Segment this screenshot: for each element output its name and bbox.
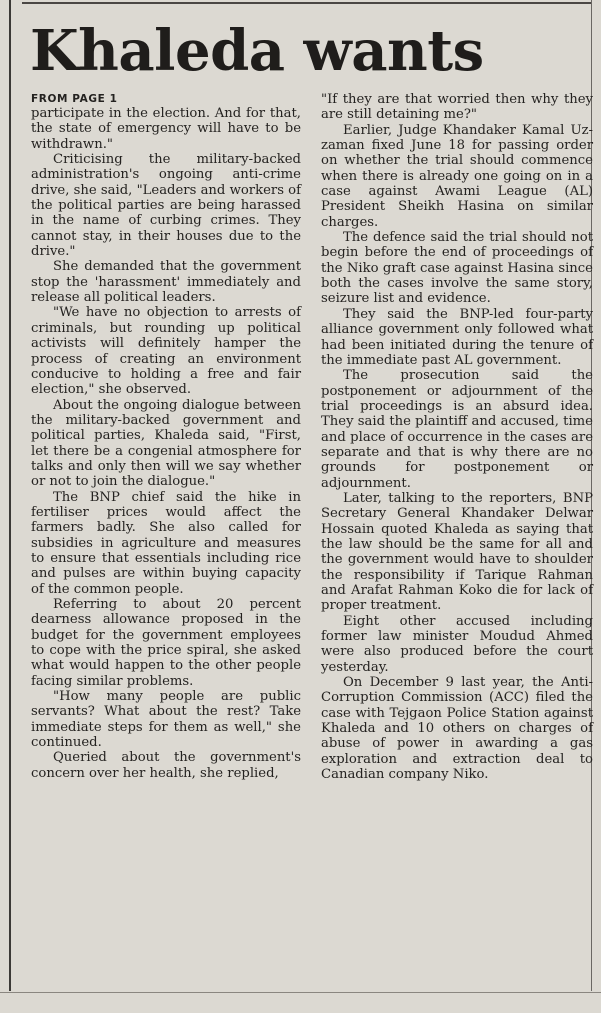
left-rule [9,0,11,991]
paragraph: Eight other accused including former law minister Moudud Ahmed were also produced before the court yesterday. [321,613,593,675]
paragraph: She demanded that the government stop the 'harassment' immediately and release all political leaders. [31,259,301,306]
paragraph: Referring to about 20 percent dearness allowance proposed in the budget for the government employees to cope with the price spiral, she asked what would happen to the other people facing similar problems. [31,597,301,689]
paragraph: Later, talking to the reporters, BNP Secretary General Khandaker Delwar Hossain quoted Khaleda as saying that the law should be the same for all and the government would have to shoulder the responsibility if Tarique Rahman and Arafat Rahman Koko die for lack of proper treatment. [321,490,593,614]
paragraph: The defence said the trial should not begin before the end of proceedings of the Niko graft case against Hasina since both the cases involve the same story, seizure list and evidence. [321,230,593,307]
paragraph: Earlier, Judge Khandaker Kamal Uz-zaman fixed June 18 for passing order on whether the trial should commence when there is already one going on in a case against Awami League (AL) President Sheikh Hasina on similar charges. [321,122,593,230]
paragraph: Criticising the military-backed administration's ongoing anti-crime drive, she said, "Leaders and workers of the political parties are being harassed in the name of curbing crimes. They cannot stay, in their houses due to the drive." [31,152,301,260]
paragraph: On December 9 last year, the Anti-Corruption Commission (ACC) filed the case with Tejgaon Police Station against Khaleda and 10 others on charges of abuse of power in awarding a gas exploration and extraction deal to Canadian company Niko. [321,675,593,783]
continuation-kicker: FROM PAGE 1 [31,93,118,105]
paragraph: "We have no objection to arrests of criminals, but rounding up political activists will definitely hamper the process of creating an environment conducive to holding a free and fair election," she observed. [31,305,301,398]
paragraph: "How many people are public servants? What about the rest? Take immediate steps for them as well," she continued. [31,689,301,751]
article-column-right [321,92,593,782]
headline: Khaleda wants [30,18,484,84]
paragraph: The prosecution said the postponement or adjournment of the trial proceedings is an absurd idea. They said the plaintiff and accused, time and place of occurrence in the cases are separate and that is why there are no grounds for postponement or adjournment. [321,368,593,491]
article-column-left [31,92,301,781]
paragraph: The BNP chief said the hike in fertiliser prices would affect the farmers badly. She also called for subsidies in agriculture and measures to ensure that essentials including rice and pulses are within buying capacity of the common people. [31,489,301,597]
paragraph: They said the BNP-led four-party alliance government only followed what had been initiated during the tenure of the immediate past AL government. [321,306,593,368]
paragraph: "If they are that worried then why they are still detaining me?" [321,92,593,123]
paragraph: Queried about the government's concern over her health, she replied, [31,750,301,781]
paragraph: participate in the election. And for that, the state of emergency will have to be withdrawn." [31,106,301,152]
paragraph: About the ongoing dialogue between the military-backed government and political parties, Khaleda said, "First, let there be a congenial atmosphere for talks and only then will we say whether or not to join the dialogue." [31,397,301,490]
bottom-rule [0,992,601,993]
top-rule [22,2,591,4]
